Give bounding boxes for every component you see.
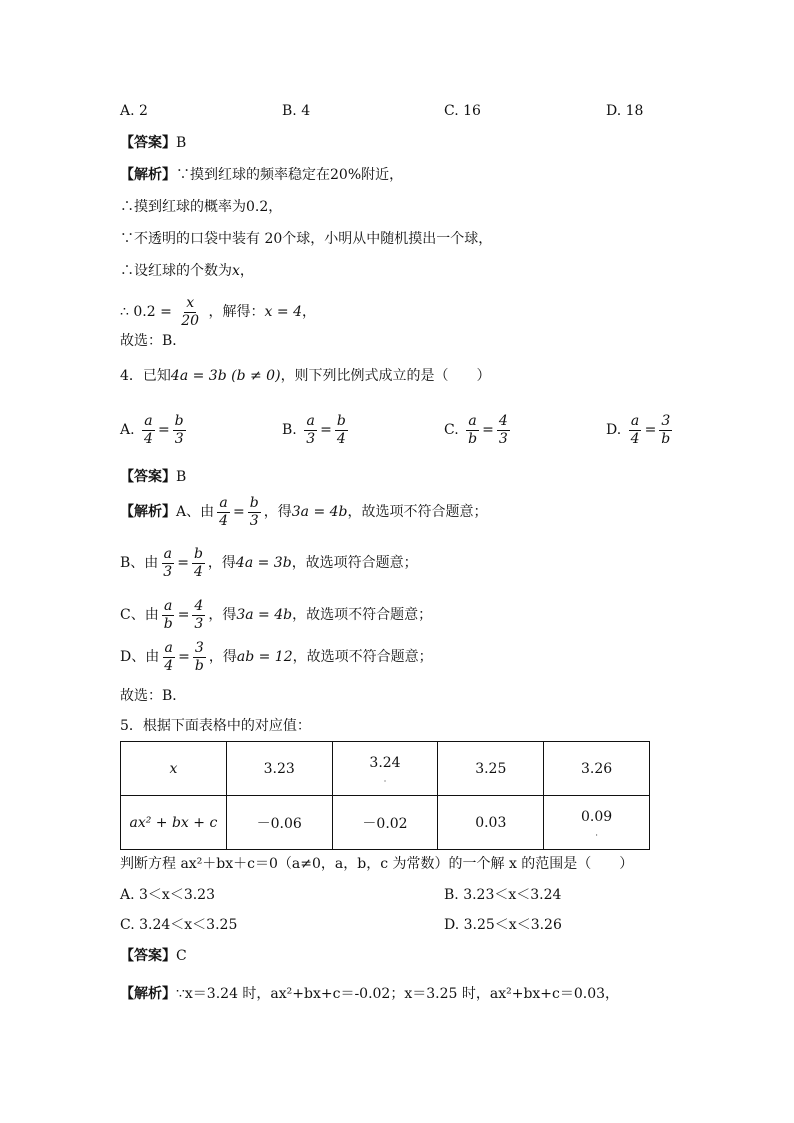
q4-expl-line-b: B、由 $\frac{a}{3}$ = $\frac{b}{4}$ ，得4a = 3b，故选项符合题意； xyxy=(120,545,418,580)
fraction xyxy=(629,413,642,448)
q3-equation-line xyxy=(120,292,316,332)
expl-result: 3a = 4b xyxy=(291,504,348,520)
q5-stem: 5．根据下面表格中的对应值： xyxy=(120,718,311,734)
answer-value: B xyxy=(176,469,187,485)
cell-value: 3.24 xyxy=(369,754,401,771)
expl-text: ，得 xyxy=(208,649,237,665)
expl-text: D、由 xyxy=(120,649,160,665)
fraction-numerator: a xyxy=(306,412,315,429)
fraction-numerator: a xyxy=(468,412,477,429)
q3-option-a: A. 2 xyxy=(120,103,148,119)
answer-value: B xyxy=(176,135,187,151)
q5-option-b: B. 3.23＜x＜3.24 xyxy=(444,887,562,903)
fraction xyxy=(173,413,186,448)
q5-option-a: A. 3＜x＜3.23 xyxy=(120,887,215,903)
expl-text: ，故选项不符合题意； xyxy=(292,649,433,665)
fraction xyxy=(335,413,348,448)
fraction-denominator: 20 xyxy=(181,312,200,329)
q3-option-c: C. 16 xyxy=(444,103,481,119)
q4-answer xyxy=(120,467,186,487)
table-cell xyxy=(332,742,438,796)
q4-option-a: A. $\frac{a}{4}$ = $\frac{b}{3}$ xyxy=(120,412,184,447)
q3-answer xyxy=(120,133,186,153)
fraction xyxy=(304,413,317,448)
expl-text: ，故选项符合题意； xyxy=(291,555,418,571)
fraction xyxy=(217,495,230,530)
fraction xyxy=(659,413,672,448)
stem-equation: 4a = 3b (b ≠ 0) xyxy=(170,368,281,384)
table-cell: x xyxy=(121,742,227,796)
q4-option-c: C. $\frac{a}{b}$ = $\frac{4}{3}$ xyxy=(444,412,508,447)
expl-text: ，得 xyxy=(208,607,237,623)
fraction-numerator: 3 xyxy=(194,639,204,656)
expl-text: ∴设红球的个数为 xyxy=(120,263,232,279)
q4-option-d: D. $\frac{a}{4}$ = $\frac{3}{b}$ xyxy=(606,412,671,447)
table-cell: 3.23 xyxy=(226,742,332,796)
solution: x = 4 xyxy=(264,304,302,320)
expl-text: ， xyxy=(239,263,254,279)
fraction-numerator: b xyxy=(193,545,203,562)
fraction-numerator: a xyxy=(630,412,640,429)
variable: x xyxy=(232,263,240,279)
fraction-denominator: 3 xyxy=(498,430,508,447)
fraction-numerator: b xyxy=(174,412,184,429)
q5-expl xyxy=(120,984,619,1004)
fraction-denominator: 4 xyxy=(630,430,640,447)
fraction-numerator: 3 xyxy=(661,412,671,429)
option-label: B. xyxy=(282,422,297,438)
table-cell: －0.06 xyxy=(226,796,332,850)
expl-text: ，故选项不符合题意； xyxy=(292,607,433,623)
q3-expl-line-4 xyxy=(120,261,254,281)
fraction-denominator: 4 xyxy=(164,657,174,674)
expl-text: ，得 xyxy=(207,555,236,571)
q4-stem xyxy=(120,366,491,386)
option-label: D. xyxy=(606,422,622,438)
expl-text: ∵x＝3.24 时，ax²+bx+c＝-0.02；x＝3.25 时，ax²+bx+c＝0.03， xyxy=(176,986,620,1002)
equation-suffix: ，解得： xyxy=(208,304,265,320)
equation-prefix: ∴ 0.2 = xyxy=(120,304,172,320)
fraction xyxy=(466,413,479,448)
fraction-numerator: a xyxy=(219,494,228,511)
q5-answer xyxy=(120,946,187,966)
q3-expl-line-1 xyxy=(120,165,403,185)
answer-label: 【答案】 xyxy=(120,135,176,151)
fraction-denominator: 4 xyxy=(336,430,346,447)
fraction-numerator: b xyxy=(249,494,259,511)
fraction-denominator: 4 xyxy=(219,512,229,529)
fraction xyxy=(161,546,174,581)
answer-label: 【答案】 xyxy=(120,948,176,964)
q4-expl-line-d: D、由 $\frac{a}{4}$ = $\frac{3}{b}$ ，得ab = 12，故选项不符合题意； xyxy=(120,639,433,674)
fraction-numerator: x xyxy=(186,294,195,311)
fraction-numerator: a xyxy=(163,545,172,562)
fraction-denominator: 3 xyxy=(194,615,204,632)
explanation-label: 【解析】 xyxy=(120,986,176,1002)
punct: ， xyxy=(301,304,316,320)
fraction xyxy=(162,640,175,675)
explanation-label: 【解析】 xyxy=(120,504,176,520)
fraction-denominator: 3 xyxy=(163,563,173,580)
fraction-denominator: b xyxy=(194,657,204,674)
fraction-denominator: 3 xyxy=(174,430,184,447)
fraction-numerator: a xyxy=(164,597,173,614)
q4-expl-line-c: C、由 $\frac{a}{b}$ = $\frac{4}{3}$ ，得3a = 4b，故选项不符合题意； xyxy=(120,597,433,632)
fraction xyxy=(193,640,206,675)
fraction-denominator: b xyxy=(661,430,671,447)
option-label: A. xyxy=(120,422,135,438)
fraction-numerator: a xyxy=(164,639,173,656)
dot-mark: · xyxy=(595,831,598,840)
fraction xyxy=(248,495,261,530)
fraction-numerator: b xyxy=(336,412,346,429)
q5-question: 判断方程 ax²＋bx＋c＝0（a≠0，a，b，c 为常数）的一个解 x 的范围是（ ） xyxy=(120,856,634,872)
stem-text: ，则下列比例式成立的是（ ） xyxy=(280,368,491,384)
fraction-denominator: 4 xyxy=(144,430,153,447)
fraction xyxy=(179,295,201,330)
expl-result: 4a = 3b xyxy=(235,555,292,571)
q5-option-c: C. 3.24＜x＜3.25 xyxy=(120,917,238,933)
table-cell: ax² + bx + c xyxy=(121,796,227,850)
table-cell xyxy=(544,796,650,850)
table-cell: 3.26 xyxy=(544,742,650,796)
fraction-denominator: 3 xyxy=(249,512,259,529)
q5-option-d: D. 3.25＜x＜3.26 xyxy=(444,917,562,933)
fraction-numerator: a xyxy=(144,412,153,429)
dot-mark: · xyxy=(383,777,387,786)
expl-result: ab = 12 xyxy=(236,649,293,665)
answer-label: 【答案】 xyxy=(120,469,176,485)
fraction-denominator: b xyxy=(468,430,478,447)
expl-text: C、由 xyxy=(120,607,159,623)
fraction-numerator: 4 xyxy=(498,412,508,429)
expl-text: A、由 xyxy=(176,504,215,520)
answer-value: C xyxy=(176,948,187,964)
table-row xyxy=(121,796,650,850)
q4-expl-line-a: 【解析】A、由 $\frac{a}{4}$ = $\frac{b}{3}$ ，得3a = 4b，故选项不符合题意； xyxy=(120,494,488,529)
fraction-denominator: 4 xyxy=(193,563,203,580)
fraction xyxy=(497,413,510,448)
expl-text: ，得 xyxy=(263,504,292,520)
q3-option-b: B. 4 xyxy=(282,103,311,119)
fraction-denominator: 3 xyxy=(306,430,316,447)
value-table xyxy=(120,741,650,850)
table-row xyxy=(121,742,650,796)
q3-expl-line-2: ∴摸到红球的概率为0.2， xyxy=(120,199,283,215)
table-cell: 3.25 xyxy=(438,742,544,796)
stem-text: 4．已知 xyxy=(120,368,171,384)
table-cell: 0.03 xyxy=(438,796,544,850)
table-cell: －0.02 xyxy=(332,796,438,850)
q4-final: 故选：B． xyxy=(120,688,187,704)
option-label: C. xyxy=(444,422,459,438)
fraction xyxy=(192,598,205,633)
expl-text: B、由 xyxy=(120,555,159,571)
explanation-label: 【解析】 xyxy=(120,167,176,183)
q3-option-d: D. 18 xyxy=(606,103,644,119)
fraction xyxy=(162,598,175,633)
fraction xyxy=(192,546,205,581)
q4-option-b: B. $\frac{a}{3}$ = $\frac{b}{4}$ xyxy=(282,412,346,447)
expl-result: 3a = 4b xyxy=(236,607,293,623)
q3-expl-line-3: ∵不透明的口袋中装有 20个球，小明从中随机摸出一个球， xyxy=(120,231,493,247)
cell-value: 0.09 xyxy=(581,808,613,825)
expl-text: ，故选项不符合题意； xyxy=(347,504,488,520)
expl-text: ∵摸到红球的频率稳定在20%附近， xyxy=(176,167,404,183)
q3-final: 故选：B． xyxy=(120,333,187,349)
fraction xyxy=(142,413,155,448)
fraction-denominator: b xyxy=(163,615,173,632)
fraction-numerator: 4 xyxy=(194,597,204,614)
